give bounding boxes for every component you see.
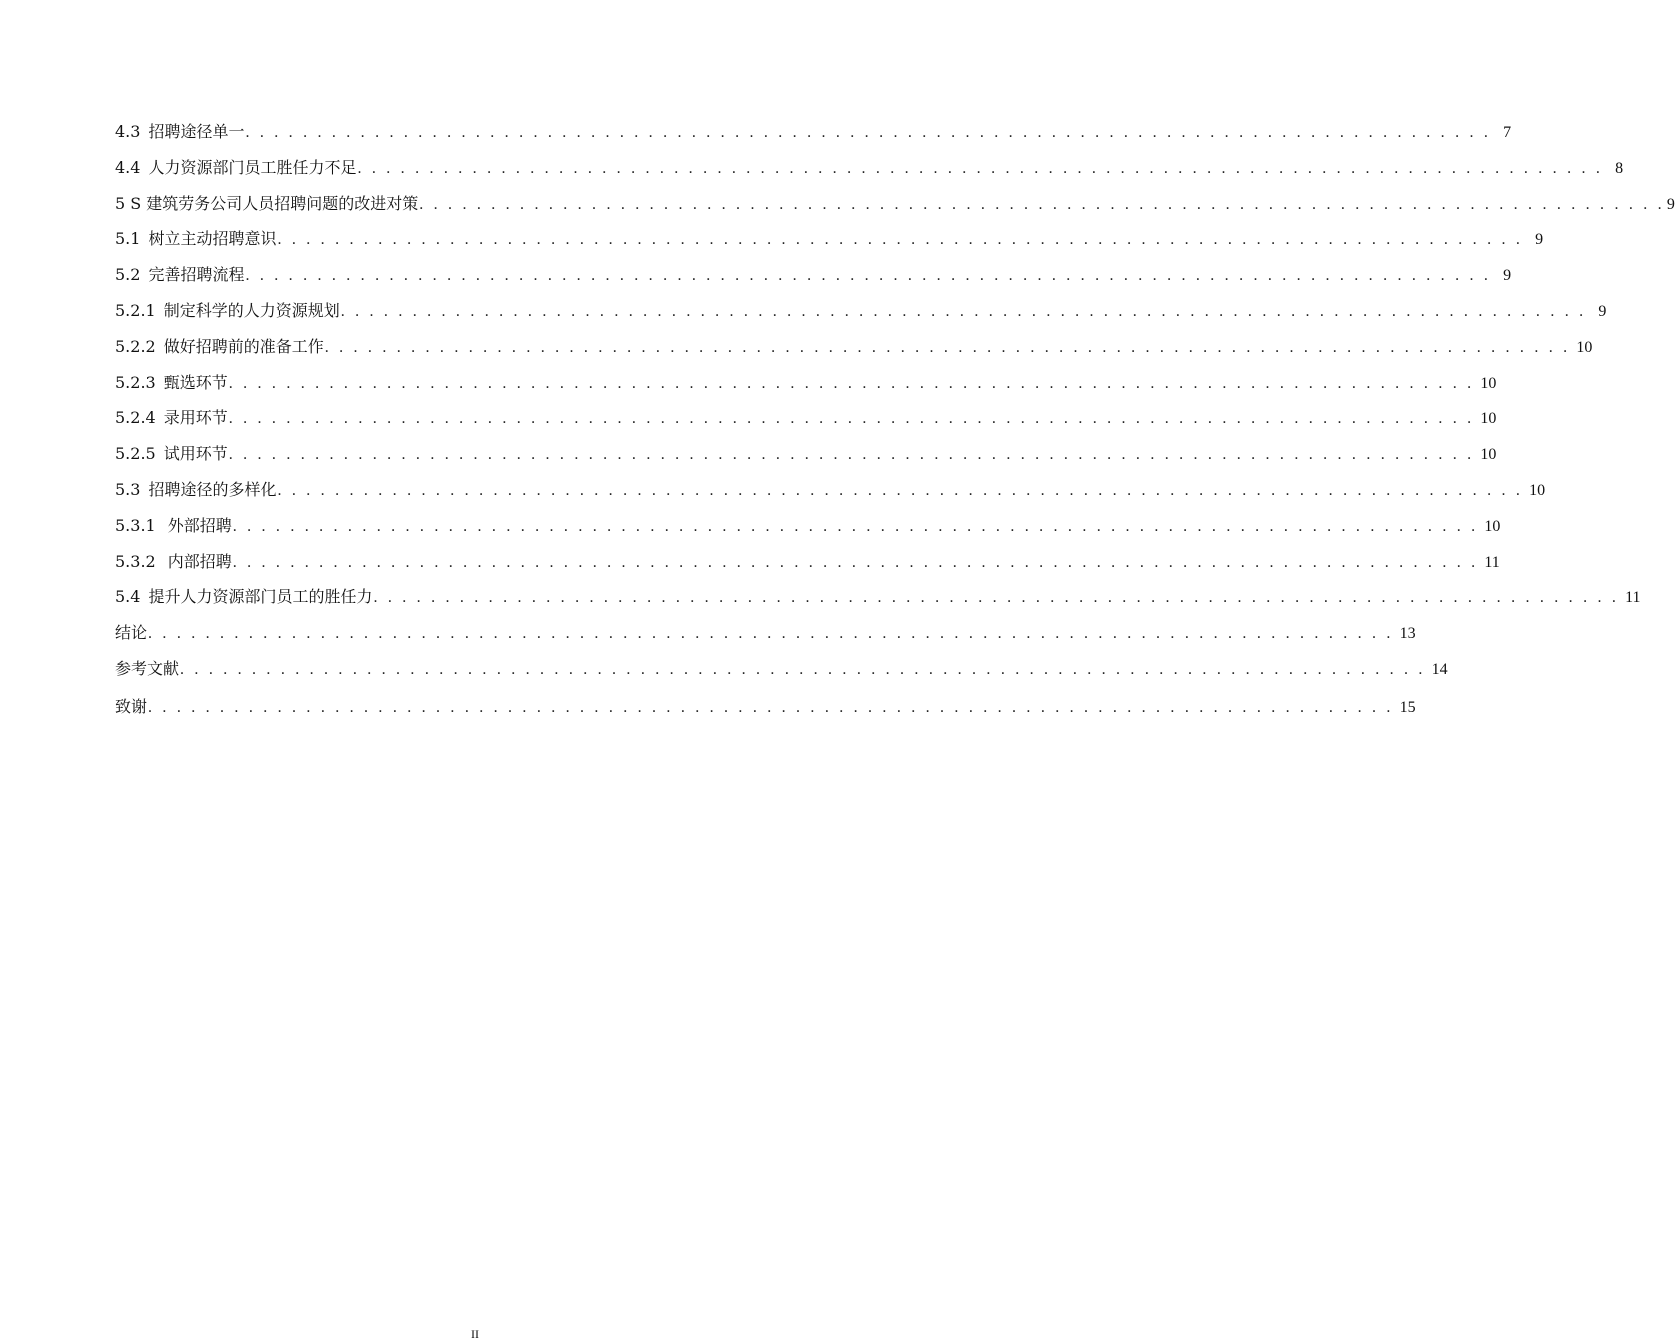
entry-page-number: 11 [1625, 589, 1641, 607]
entry-title: 制定科学的人力资源规划 [163, 300, 340, 320]
entry-number: 5.2.2 [115, 336, 156, 356]
entry-label [115, 544, 232, 580]
toc-entry-acknowledgements[interactable] [115, 689, 1416, 725]
entry-title: 做好招聘前的准备工作 [163, 336, 324, 356]
entry-page-number: 8 [1615, 159, 1624, 177]
entry-page-number: 10 [1529, 481, 1546, 499]
dot-leader: . . . . . . . . . . . . . . . . . . . . . . . . . . . . . . . . . . . . . . . . . . . . . . . . . . . . . . . . . . . . . . . . . . . . . . . . . . . . . . . . . . . . . . . [228, 410, 1475, 428]
entry-label [115, 150, 356, 186]
entry-title: 甄选环节 [163, 372, 228, 392]
toc-entry-5-2-3[interactable] [115, 365, 1497, 401]
dot-leader: . . . . . . . . . . . . . . . . . . . . . . . . . . . . . . . . . . . . . . . . . . . . . . . . . . . . . . . . . . . . . . . . . . . . . . . . . . . . . . . . . . . . . . . [228, 446, 1475, 464]
dot-leader: . . . . . . . . . . . . . . . . . . . . . . . . . . . . . . . . . . . . . . . . . . . . . . . . . . . . . . . . . . . . . . . . . . . . . . . . . . . . . . . . . . . . . . . [232, 517, 1479, 535]
dot-leader: . . . . . . . . . . . . . . . . . . . . . . . . . . . . . . . . . . . . . . . . . . . . . . . . . . . . . . . . . . . . . . . . . . . . . . . . . . . . . . . . . . . . . . . [340, 302, 1587, 320]
dot-leader: . . . . . . . . . . . . . . . . . . . . . . . . . . . . . . . . . . . . . . . . . . . . . . . . . . . . . . . . . . . . . . . . . . . . . . . . . . . . . . . . . . . . . . . [419, 195, 1665, 213]
entry-label [115, 186, 418, 222]
entry-label [115, 400, 228, 436]
dot-leader: . . . . . . . . . . . . . . . . . . . . . . . . . . . . . . . . . . . . . . . . . . . . . . . . . . . . . . . . . . . . . . . . . . . . . . . . . . . . . . . . . . . . . . . [148, 625, 1394, 643]
entry-number: 5.2.1 [115, 300, 156, 320]
entry-page-number: 10 [1484, 517, 1501, 535]
entry-title: S 建筑劳务公司人员招聘问题的改进对策 [130, 193, 419, 213]
page-number: II [471, 1327, 479, 1341]
entry-title: 参考文献 [115, 658, 180, 678]
toc-entry-5-4[interactable] [115, 579, 1641, 615]
toc-entry-5-3[interactable] [115, 472, 1546, 508]
entry-title: 人力资源部门员工胜任力不足 [148, 157, 357, 177]
entry-page-number: 11 [1484, 553, 1500, 571]
entry-title: 树立主动招聘意识 [148, 229, 277, 249]
entry-number: 4.4 [115, 157, 141, 177]
toc-entry-5-2-1[interactable] [115, 293, 1607, 329]
entry-page-number: 9 [1666, 195, 1675, 213]
entry-title: 招聘途径单一 [148, 122, 245, 141]
entry-number: 5.1 [115, 229, 141, 249]
entry-number: 4.3 [115, 122, 141, 141]
entry-label [115, 114, 244, 150]
entry-title: 外部招聘 [167, 515, 232, 535]
entry-page-number: 9 [1598, 302, 1607, 320]
entry-number: 5 [115, 193, 126, 213]
entry-label [115, 293, 340, 329]
entry-number: 5.2.5 [115, 444, 156, 464]
entry-number: 5.3.1 [115, 515, 156, 535]
toc-entry-5-2-4[interactable] [115, 400, 1497, 436]
entry-label [115, 472, 276, 508]
entry-page-number: 10 [1480, 446, 1497, 464]
dot-leader: . . . . . . . . . . . . . . . . . . . . . . . . . . . . . . . . . . . . . . . . . . . . . . . . . . . . . . . . . . . . . . . . . . . . . . . . . . . . . . . . . . . . . . . [324, 338, 1571, 356]
dot-leader: . . . . . . . . . . . . . . . . . . . . . . . . . . . . . . . . . . . . . . . . . . . . . . . . . . . . . . . . . . . . . . . . . . . . . . . . . . . . . . . . . . . . . . . [228, 374, 1475, 392]
dot-leader: . . . . . . . . . . . . . . . . . . . . . . . . . . . . . . . . . . . . . . . . . . . . . . . . . . . . . . . . . . . . . . . . . . . . . . . . . . . . . . . . . . . . . . . [277, 481, 1524, 499]
dot-leader: . . . . . . . . . . . . . . . . . . . . . . . . . . . . . . . . . . . . . . . . . . . . . . . . . . . . . . . . . . . . . . . . . . . . . . . . . . . . . . . . . . . . . . . [245, 267, 1492, 285]
entry-title: 录用环节 [163, 408, 228, 428]
toc-entry-5-2-2[interactable] [115, 329, 1593, 365]
dot-leader: . . . . . . . . . . . . . . . . . . . . . . . . . . . . . . . . . . . . . . . . . . . . . . . . . . . . . . . . . . . . . . . . . . . . . . . . . . . . . . . . . . . . . . . [373, 589, 1620, 607]
entry-page-number: 9 [1503, 267, 1512, 285]
entry-page-number: 10 [1576, 338, 1593, 356]
toc-entry-5-3-2[interactable] [115, 544, 1500, 580]
entry-page-number: 13 [1399, 625, 1416, 643]
entry-number: 5.2.4 [115, 408, 156, 428]
entry-title: 完善招聘流程 [148, 265, 245, 285]
entry-title: 提升人力资源部门员工的胜任力 [148, 587, 373, 607]
entry-page-number: 10 [1480, 374, 1497, 392]
entry-label [115, 508, 232, 544]
entry-title: 致谢 [115, 696, 148, 716]
dot-leader: . . . . . . . . . . . . . . . . . . . . . . . . . . . . . . . . . . . . . . . . . . . . . . . . . . . . . . . . . . . . . . . . . . . . . . . . . . . . . . . . . . . . . . . [277, 231, 1524, 249]
entry-label [115, 436, 228, 472]
entry-label [115, 221, 276, 257]
toc-entry-4-4[interactable] [115, 150, 1624, 186]
toc-entry-4-3[interactable] [115, 114, 1512, 150]
entry-label [115, 365, 228, 401]
toc-entry-5-3-1[interactable] [115, 508, 1501, 544]
entry-label [115, 579, 372, 615]
entry-page-number: 14 [1431, 660, 1448, 678]
entry-number: 5.2.3 [115, 372, 156, 392]
dot-leader: . . . . . . . . . . . . . . . . . . . . . . . . . . . . . . . . . . . . . . . . . . . . . . . . . . . . . . . . . . . . . . . . . . . . . . . . . . . . . . . . . . . . . . . [357, 159, 1604, 177]
entry-label [115, 257, 244, 293]
toc-entry-5-2[interactable] [115, 257, 1512, 293]
entry-page-number: 9 [1535, 231, 1544, 249]
dot-leader: . . . . . . . . . . . . . . . . . . . . . . . . . . . . . . . . . . . . . . . . . . . . . . . . . . . . . . . . . . . . . . . . . . . . . . . . . . . . . . . . . . . . . . . [148, 698, 1394, 716]
entry-number: 5.3.2 [115, 551, 156, 571]
toc-entry-conclusion[interactable] [115, 615, 1416, 651]
toc-entry-5-2-5[interactable] [115, 436, 1497, 472]
entry-title: 内部招聘 [167, 551, 232, 571]
toc-entry-references[interactable] [115, 651, 1448, 687]
entry-page-number: 15 [1399, 698, 1416, 716]
dot-leader: . . . . . . . . . . . . . . . . . . . . . . . . . . . . . . . . . . . . . . . . . . . . . . . . . . . . . . . . . . . . . . . . . . . . . . . . . . . . . . . . . . . . . . . [232, 553, 1479, 571]
entry-title: 结论 [115, 623, 148, 643]
toc-entry-5-1[interactable] [115, 221, 1544, 257]
dot-leader: . . . . . . . . . . . . . . . . . . . . . . . . . . . . . . . . . . . . . . . . . . . . . . . . . . . . . . . . . . . . . . . . . . . . . . . . . . . . . . . . . . . . . . . [180, 660, 1426, 678]
entry-number: 5.2 [115, 265, 141, 285]
entry-page-number: 10 [1480, 410, 1497, 428]
toc-entry-5[interactable] [115, 186, 1675, 222]
entry-title: 试用环节 [163, 444, 228, 464]
entry-number: 5.4 [115, 587, 141, 607]
entry-page-number: 7 [1503, 124, 1512, 141]
dot-leader: . . . . . . . . . . . . . . . . . . . . . . . . . . . . . . . . . . . . . . . . . . . . . . . . . . . . . . . . . . . . . . . . . . . . . . . . . . . . . . . . . . . . . . . [245, 124, 1492, 141]
entry-title: 招聘途径的多样化 [148, 479, 277, 499]
entry-number: 5.3 [115, 479, 141, 499]
table-of-contents [115, 114, 1675, 725]
entry-label [115, 329, 324, 365]
